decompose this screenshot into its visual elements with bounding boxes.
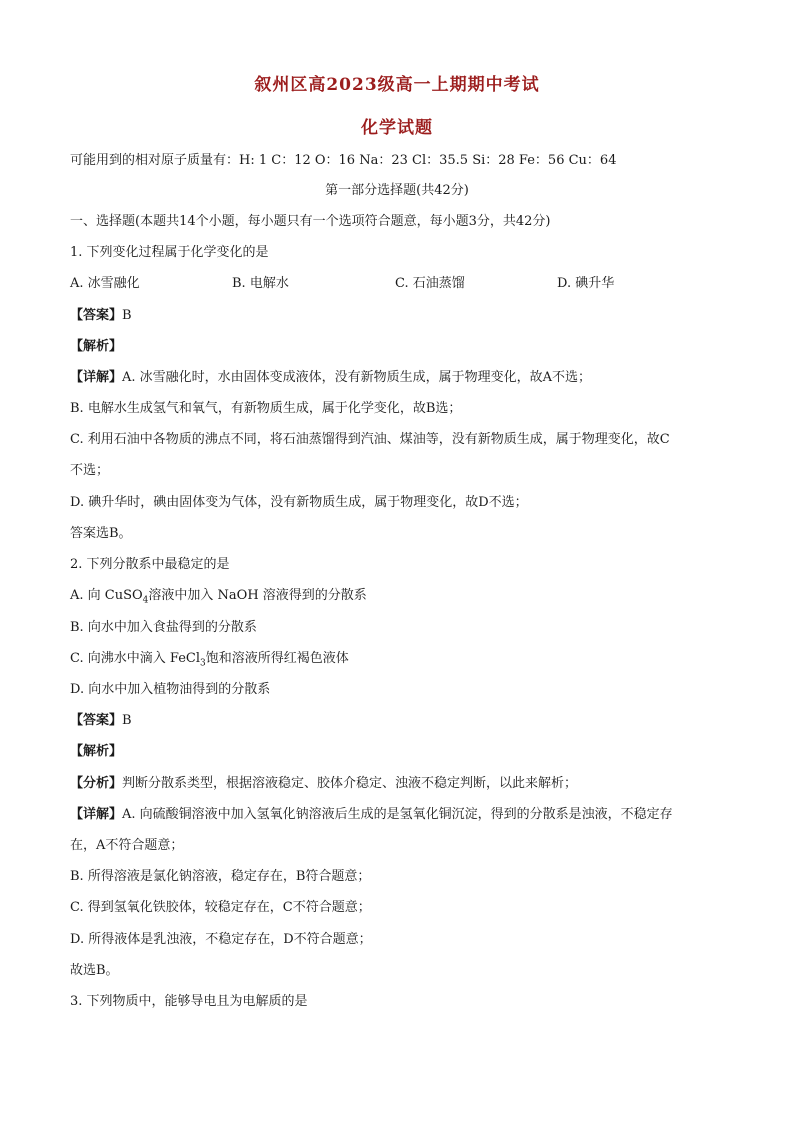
q1-detail-c2: 不选；	[70, 463, 110, 478]
q1-detail-b: B. 电解水生成氢气和氧气，有新物质生成，属于化学变化，故B选；	[70, 401, 462, 416]
q2-option-a-sub: 4	[142, 595, 149, 606]
q2-detail-a2: 在，A不符合题意；	[70, 838, 184, 853]
detail-text: A. 冰雪融化时，水由固体变成液体，没有新物质生成，属于物理变化，故A不选；	[122, 370, 592, 385]
q2-option-a	[70, 587, 734, 605]
analysis-tag: 【解析】	[70, 744, 123, 759]
answer-tag: 【答案】	[70, 713, 123, 728]
q2-option-c-post: 饱和溶液所得红褐色液体	[205, 651, 349, 666]
q2-detail-c: C. 得到氢氧化铁胶体，较稳定存在，C不符合题意；	[70, 900, 371, 915]
q1-option-d: D. 碘升华	[557, 276, 615, 291]
atomic-masses: 可能用到的相对原子质量有：H: 1 C：12 O：16 Na：23 Cl：35.5 Si：28 Fe：56 Cu：64	[70, 153, 617, 168]
section-instruction: 一、选择题(本题共14个小题，每小题只有一个选项符合题意，每小题3分，共42分)	[70, 214, 551, 229]
exam-title: 叙州区高2023级高一上期期中考试	[254, 75, 540, 95]
answer-value: B	[122, 713, 132, 728]
fenxi-text: 判断分散系类型，根据溶液稳定、胶体介稳定、浊液不稳定判断，以此来解析；	[122, 776, 578, 791]
answer-tag: 【答案】	[70, 308, 123, 323]
q1-stem: 1. 下列变化过程属于化学变化的是	[70, 245, 269, 260]
q1-detail-a	[70, 369, 734, 387]
detail-tag: 【详解】	[70, 807, 123, 822]
q1-option-b: B. 电解水	[232, 276, 289, 291]
q2-option-a-post: 溶液中加入 NaOH 溶液得到的分散系	[148, 588, 367, 603]
fenxi-tag: 【分析】	[70, 776, 123, 791]
q1-detail-c1: C. 利用石油中各物质的沸点不同，将石油蒸馏得到汽油、煤油等，没有新物质生成，属于物理变化，故C	[70, 432, 670, 447]
q1-analysis	[70, 338, 734, 356]
q2-conclusion: 故选B。	[70, 963, 119, 978]
q2-answer	[70, 712, 734, 730]
q2-detail-a1	[70, 806, 734, 824]
q2-stem: 2. 下列分散系中最稳定的是	[70, 557, 230, 572]
q2-detail-b: B. 所得溶液是氯化钠溶液，稳定存在，B符合题意；	[70, 869, 371, 884]
q1-detail-d: D. 碘升华时，碘由固体变为气体，没有新物质生成，属于物理变化，故D不选；	[70, 495, 528, 510]
analysis-tag: 【解析】	[70, 339, 123, 354]
q2-option-a-pre: A. 向 CuSO	[70, 588, 143, 603]
q2-option-c	[70, 650, 734, 668]
q1-answer	[70, 307, 734, 325]
exam-subtitle: 化学试题	[361, 118, 433, 138]
q3-stem: 3. 下列物质中，能够导电且为电解质的是	[70, 994, 308, 1009]
q1-conclusion: 答案选B。	[70, 526, 132, 541]
q2-fenxi	[70, 775, 734, 793]
q1-option-c: C. 石油蒸馏	[395, 276, 465, 291]
answer-value: B	[122, 308, 132, 323]
detail-text: A. 向硫酸铜溶液中加入氢氧化钠溶液后生成的是氢氧化铜沉淀，得到的分散系是浊液，不稳定存	[122, 807, 673, 822]
q2-option-b: B. 向水中加入食盐得到的分散系	[70, 620, 257, 635]
q2-option-d: D. 向水中加入植物油得到的分散系	[70, 682, 271, 697]
q1-option-a: A. 冰雪融化	[70, 276, 140, 291]
detail-tag: 【详解】	[70, 370, 123, 385]
section-heading: 第一部分选择题(共42分)	[325, 183, 469, 198]
q2-detail-d: D. 所得液体是乳浊液，不稳定存在，D不符合题意；	[70, 932, 372, 947]
q2-option-c-pre: C. 向沸水中滴入 FeCl	[70, 651, 200, 666]
q2-option-c-sub: 3	[200, 658, 206, 669]
q2-analysis	[70, 743, 734, 761]
